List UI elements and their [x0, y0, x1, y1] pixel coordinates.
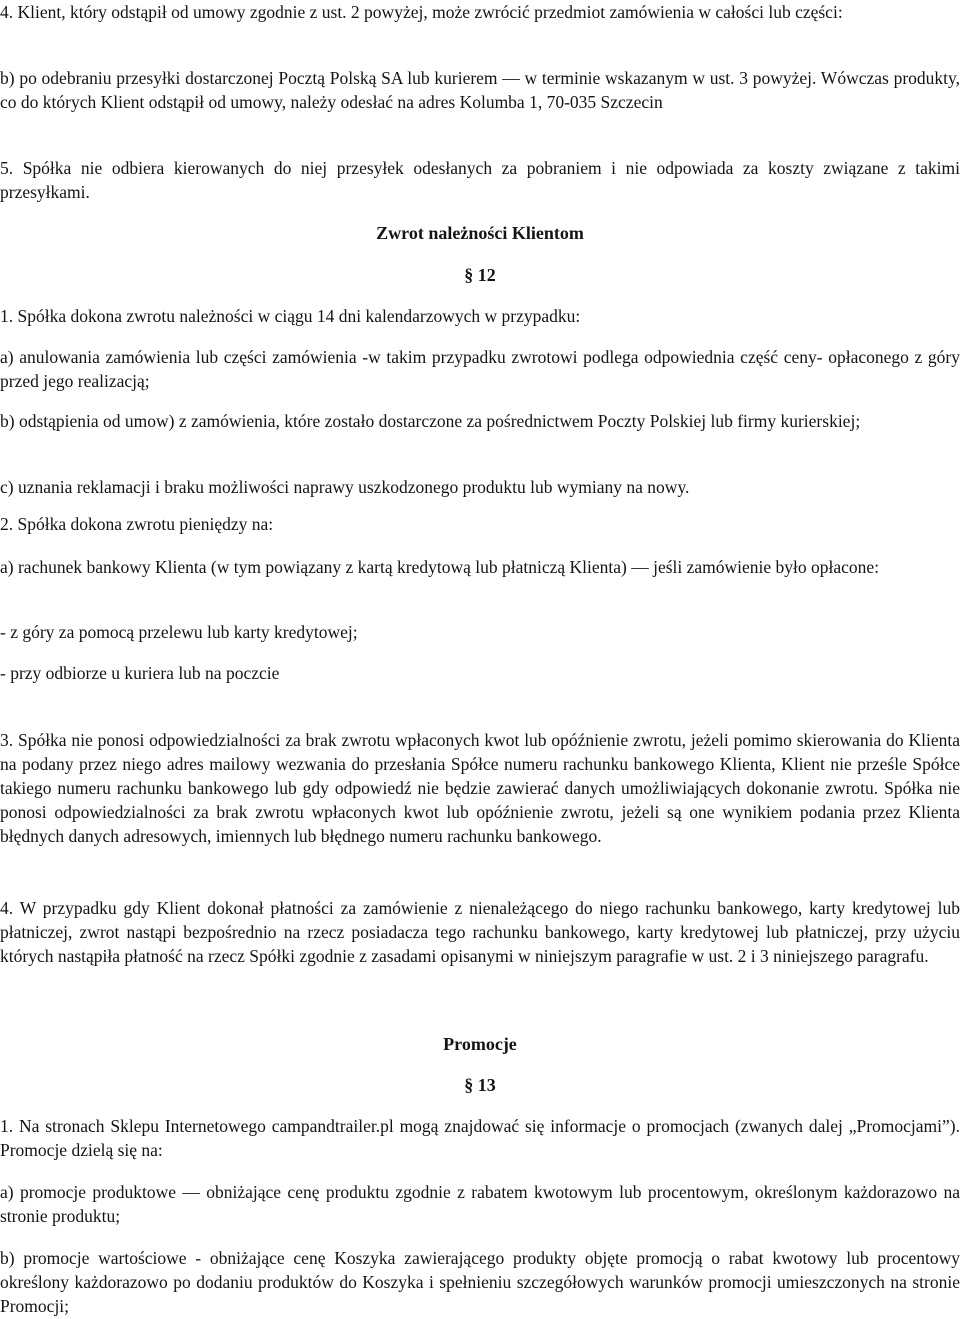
paragraph-z1b: b) odstąpienia od umow) z zamówienia, które zostało dostarczone za pośrednictwem Poczty Polskiej lub firmy kurierskiej;	[0, 411, 861, 431]
paragraph-5: 5. Spółka nie odbiera kierowanych do niej przesyłek odesłanych za pobraniem i nie odpowiada za koszty związane z takimi przesyłkami.	[0, 158, 960, 202]
paragraph-z4: 4. W przypadku gdy Klient dokonał płatności za zamówienie z nienależącego do niego rachunku bankowego, karty kredytowej lub płatniczej, zwrot nastąpi bezpośrednio na rzecz posiadacza tego rachunku bankowego, karty kredytowej lub płatniczej, przy użyciu których nastąpiła płatność na rzecz Spółki zgodnie z zasadami opisanymi w niniejszym paragrafie w ust. 2 i 3 niniejszego paragrafu.	[0, 898, 960, 966]
section-heading-zwrot: Zwrot należności Klientom	[376, 223, 584, 243]
section-number-12: § 12	[464, 265, 496, 285]
section-number-13: § 13	[464, 1075, 496, 1095]
paragraph-z2-dash2: - przy odbiorze u kuriera lub na poczcie	[0, 663, 280, 683]
paragraph-pr1a: a) promocje produktowe — obniżające cenę produktu zgodnie z rabatem kwotowym lub procentowym, określonym każdorazowo na stronie produktu;	[0, 1182, 960, 1226]
section-heading-promocje: Promocje	[443, 1034, 517, 1054]
paragraph-pr1: 1. Na stronach Sklepu Internetowego campandtrailer.pl mogą znajdować się informacje o promocjach (zwanych dalej „Promocjami”). Promocje dzielą się na:	[0, 1116, 960, 1160]
paragraph-z1c: c) uznania reklamacji i braku możliwości naprawy uszkodzonego produktu lub wymiany na nowy.	[0, 477, 690, 497]
paragraph-z2: 2. Spółka dokona zwrotu pieniędzy na:	[0, 514, 274, 534]
paragraph-4b: b) po odebraniu przesyłki dostarczonej Pocztą Polską SA lub kurierem — w terminie wskazanym w ust. 3 powyżej. Wówczas produkty, co do których Klient odstąpił od umowy, należy odesłać na adres Kolumba 1, 70-035 Szczecin	[0, 68, 960, 112]
paragraph-z1a: a) anulowania zamówienia lub części zamówienia -w takim przypadku zwrotowi podlega odpowiednia część ceny- opłaconego z góry przed jego realizacją;	[0, 347, 960, 391]
paragraph-z2a: a) rachunek bankowy Klienta (w tym powiązany z kartą kredytową lub płatniczą Klienta) — jeśli zamówienie było opłacone:	[0, 557, 880, 577]
paragraph-z2-dash1: - z góry za pomocą przelewu lub karty kredytowej;	[0, 622, 358, 642]
paragraph-z1: 1. Spółka dokona zwrotu należności w ciągu 14 dni kalendarzowych w przypadku:	[0, 306, 581, 326]
paragraph-z3: 3. Spółka nie ponosi odpowiedzialności za brak zwrotu wpłaconych kwot lub opóźnienie zwrotu, jeżeli pomimo skierowania do Klienta na podany przez niego adres mailowy wezwania do przesłania Spółce numeru rachunku bankowego Klienta, Klient nie prześle Spółce takiego numeru rachunku bankowego lub gdy odpowiedź nie będzie zawierać danych umożliwiających dokonanie zwrotu. Spółka nie ponosi odpowiedzialności za brak zwrotu wpłaconych kwot lub opóźnienie zwrotu, jeżeli są one wynikiem podania przez Klienta błędnych danych adresowych, imiennych lub błędnego numeru rachunku bankowego.	[0, 730, 960, 846]
paragraph-pr1b: b) promocje wartościowe - obniżające cenę Koszyka zawierającego produkty objęte promocją o rabat kwotowy lub procentowy określony każdorazowo po dodaniu produktów do Koszyka i spełnieniu szczegółowych warunków promocji umieszczonych na stronie Promocji;	[0, 1248, 960, 1316]
paragraph-4: 4. Klient, który odstąpił od umowy zgodnie z ust. 2 powyżej, może zwrócić przedmiot zamówienia w całości lub części:	[0, 2, 843, 22]
